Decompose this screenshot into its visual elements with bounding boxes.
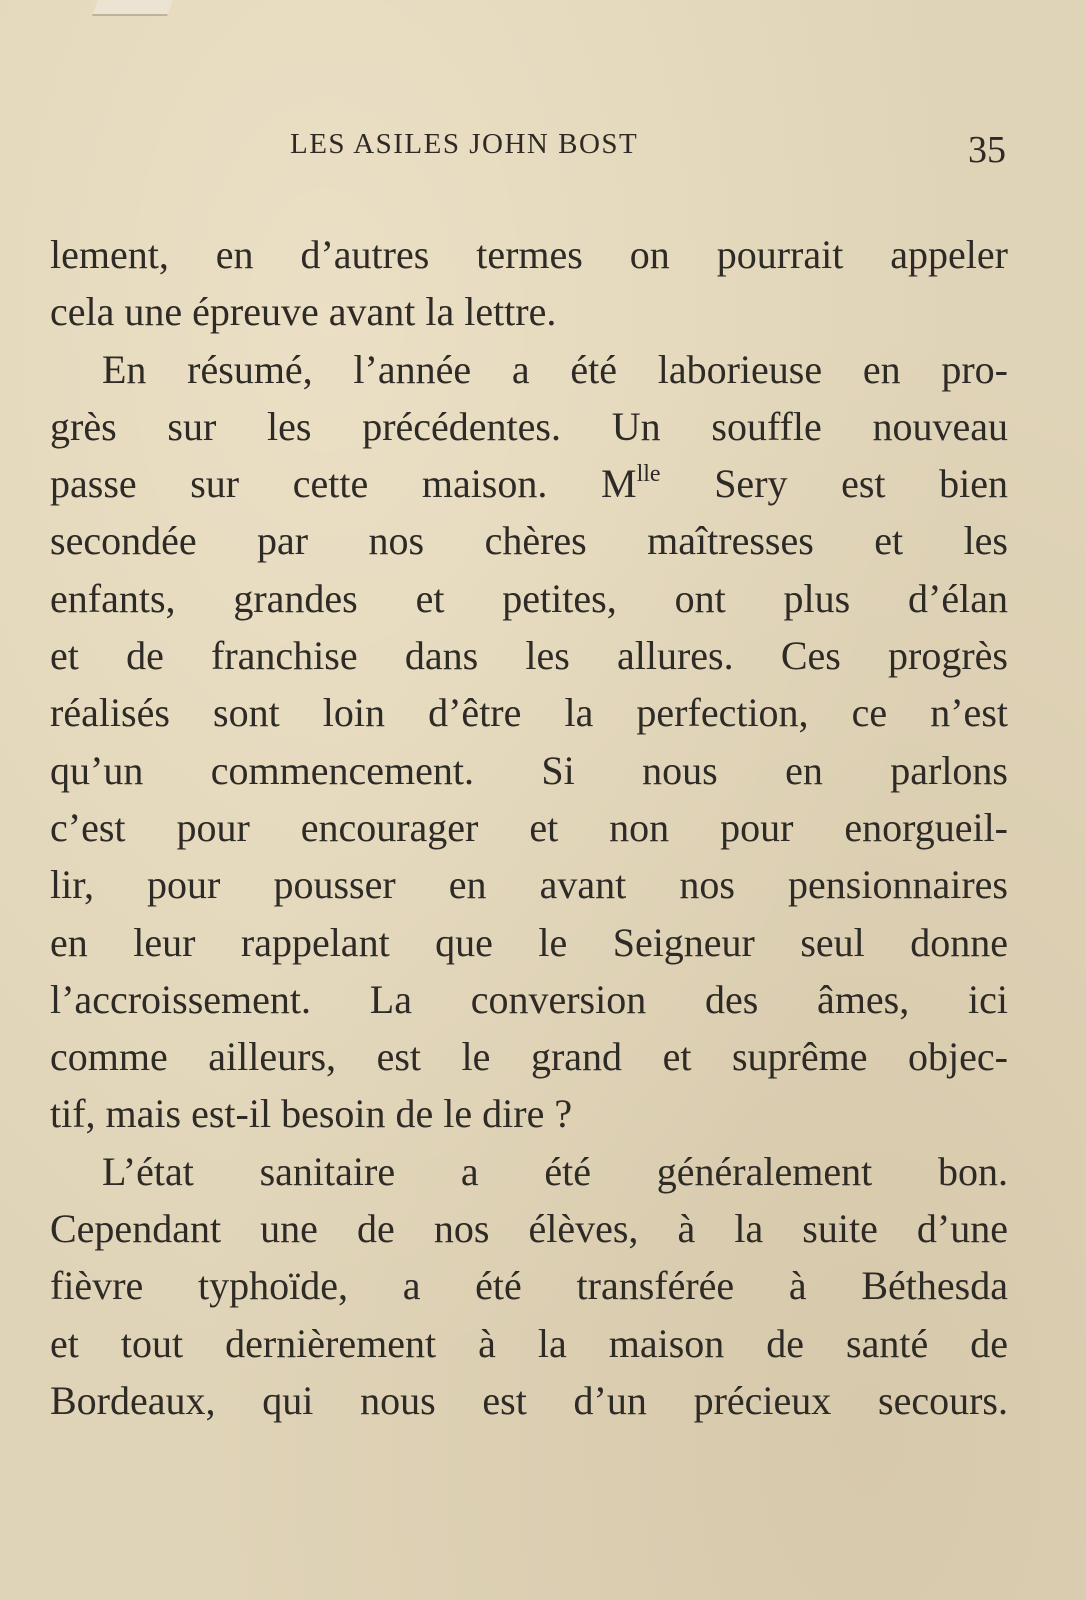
text-line: Cependant une de nos élèves, à la suite d’une (50, 1206, 1008, 1252)
text-line: c’est pour encourager et non pour enorgueil- (50, 804, 1008, 850)
text-line: tif, mais est-il besoin de le dire ? (50, 1091, 573, 1137)
text-line (50, 455, 1008, 512)
honorific-letter: M (601, 461, 637, 507)
text-span: passe sur cette maison. (50, 461, 548, 507)
text-line: En résumé, l’année a été laborieuse en pro- (102, 346, 1008, 392)
text-line: secondée par nos chères maîtresses et les (50, 518, 1008, 564)
running-title: LES ASILES JOHN BOST (290, 128, 639, 160)
text-line: grès sur les précédentes. Un souffle nouveau (50, 403, 1008, 449)
text-line: comme ailleurs, est le grand et suprême objec- (50, 1034, 1008, 1080)
text-span: Sery est bien (714, 461, 1009, 507)
honorific (601, 461, 661, 506)
text-line: L’état sanitaire a été généralement bon. (102, 1148, 1008, 1194)
text-line: Bordeaux, qui nous est d’un précieux secours. (50, 1377, 1008, 1423)
text-line: lement, en d’autres termes on pourrait appeler (50, 232, 1008, 277)
text-line: et de franchise dans les allures. Ces progrès (50, 633, 1008, 679)
body-text (50, 226, 1008, 1429)
text-line: fièvre typhoïde, a été transférée à Béthesda (50, 1263, 1008, 1309)
text-line: l’accroissement. La conversion des âmes, ici (50, 976, 1008, 1022)
text-line: cela une épreuve avant la lettre. (50, 289, 557, 335)
text-line: lir, pour pousser en avant nos pensionnaires (50, 862, 1008, 908)
text-line: et tout dernièrement à la maison de santé de (50, 1320, 1008, 1366)
text-line: réalisés sont loin d’être la perfection, ce n’est (50, 690, 1008, 736)
paper-corner-tab (92, 0, 173, 16)
page-number: 35 (968, 129, 1006, 171)
honorific-superscript: lle (636, 461, 661, 488)
text-line: en leur rappelant que le Seigneur seul donne (50, 919, 1008, 965)
text-line: qu’un commencement. Si nous en parlons (50, 747, 1008, 793)
text-line: enfants, grandes et petites, ont plus d’élan (50, 575, 1008, 621)
